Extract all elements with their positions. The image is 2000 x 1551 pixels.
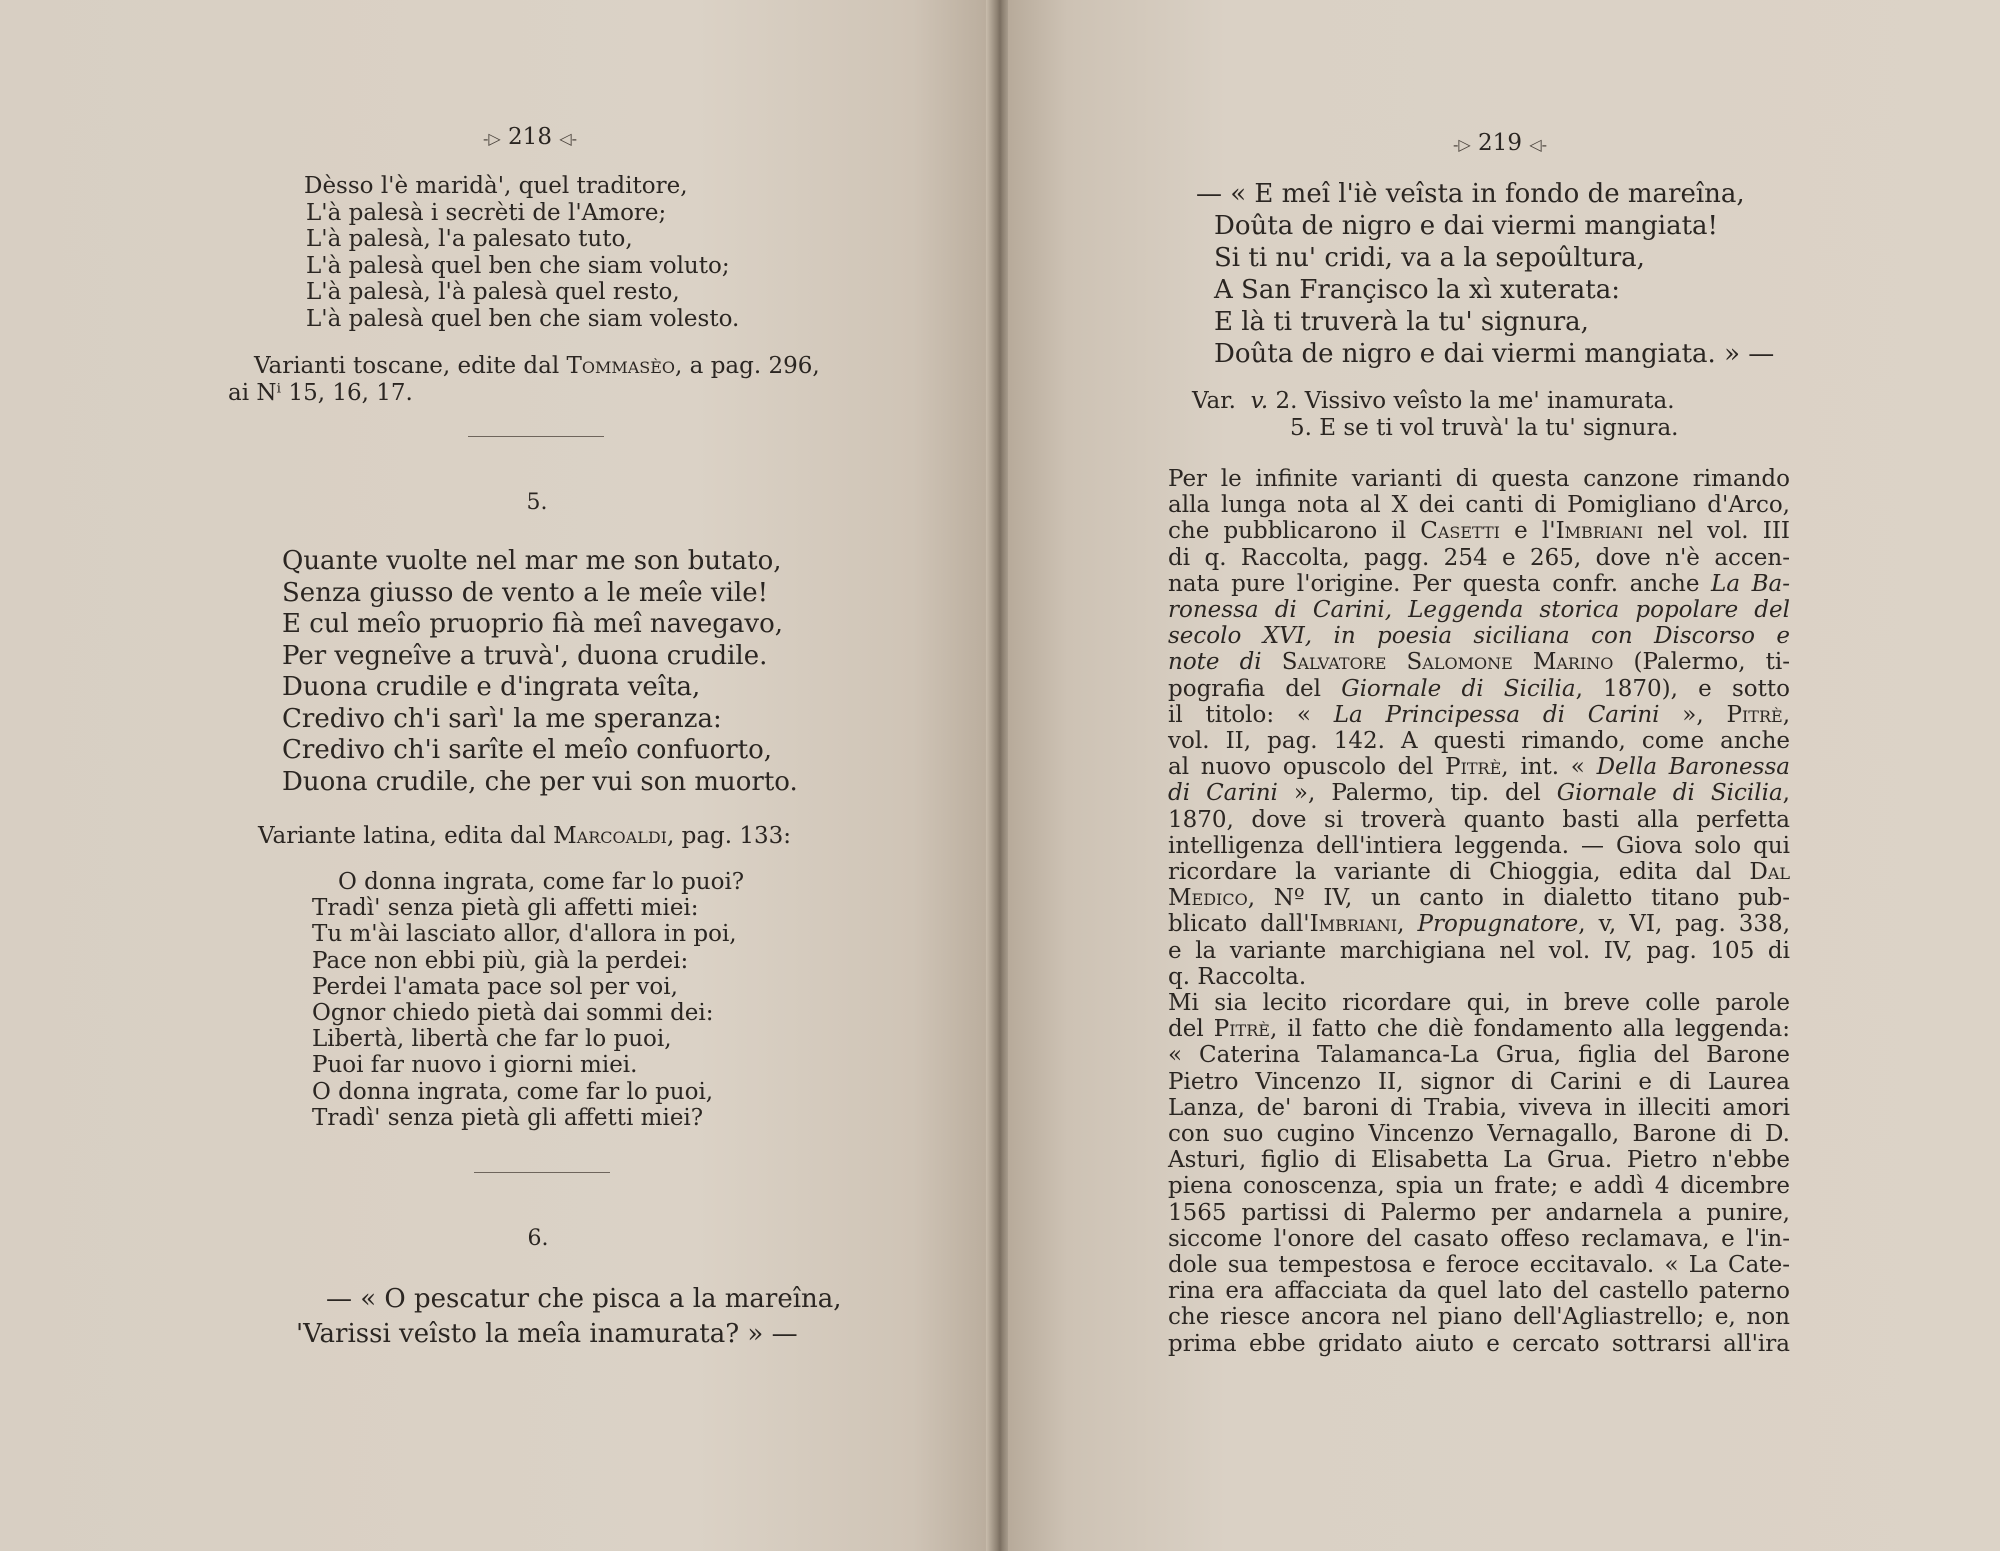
- commentary-line: [1168, 466, 1790, 492]
- variant-line-1: Var. v. 2. Vissivo veîsto la me' inamurata.: [1192, 388, 1675, 414]
- verse-line: Pace non ebbi più, già la perdei:: [312, 947, 689, 974]
- commentary-line: [1168, 597, 1790, 623]
- verse-line: L'à palesà i secrèti de l'Amore;: [306, 199, 667, 226]
- text-segment: 1870, dove si troverà quanto basti alla perfetta: [1168, 806, 1790, 833]
- verse-line: Credivo ch'i sarì' la me speranza:: [282, 703, 722, 734]
- left-page: [0, 0, 992, 1551]
- verse-line: E cul meîo pruoprio fià meî navegavo,: [282, 609, 783, 639]
- italic-title: La Ba-: [1711, 570, 1791, 597]
- text-segment: Per le infinite varianti di questa canzone rimando: [1168, 466, 1790, 492]
- text-segment: , il fatto che diè fondamento alla leggenda:: [1269, 1016, 1790, 1043]
- header-ornament-icon: -▷: [1453, 135, 1471, 154]
- commentary-line: [1168, 676, 1790, 702]
- commentary-line: [1168, 990, 1790, 1016]
- header-ornament-icon: ◁-: [559, 129, 577, 148]
- commentary-line: [1168, 1147, 1790, 1173]
- text-segment: il titolo: «: [1168, 701, 1334, 728]
- verse-line: 'Varissi veîsto la meîa inamurata? » —: [296, 1319, 798, 1349]
- author-name: Medico: [1168, 885, 1248, 912]
- italic-title: Propugnatore: [1417, 911, 1579, 938]
- commentary-line: [1168, 833, 1790, 859]
- commentary-line: [1168, 545, 1790, 571]
- text-segment: Mi sia lecito ricordare qui, in breve colle parole: [1168, 990, 1790, 1016]
- verse-line: L'à palesà, l'à palesà quel resto,: [306, 279, 680, 306]
- commentary-line: [1168, 1121, 1790, 1147]
- verse-line: — « O pescatur che pisca a la mareîna,: [326, 1284, 842, 1314]
- text-segment: « Caterina Talamanca-La Grua, figlia del Barone: [1168, 1042, 1790, 1069]
- commentary-line: [1168, 911, 1790, 937]
- text-segment: , int. «: [1501, 754, 1597, 781]
- text-segment: pografia del: [1168, 675, 1342, 702]
- section-divider: [468, 436, 604, 437]
- commentary-line: [1168, 1304, 1790, 1330]
- commentary-line: [1168, 1069, 1790, 1095]
- commentary-line: [1168, 518, 1790, 544]
- author-name: Pitrè: [1726, 701, 1783, 728]
- commentary-line: [1168, 1252, 1790, 1278]
- text-segment: nel vol. III: [1643, 518, 1791, 545]
- text-segment: di q. Raccolta, pagg. 254 e 265, dove n'è accen-: [1168, 544, 1790, 571]
- verse-line: L'à palesà, l'a palesato tuto,: [306, 226, 633, 253]
- author-name: Tommasèo: [566, 353, 676, 379]
- commentary-line: [1168, 1226, 1790, 1252]
- variante-latina-note: Variante latina, edita dal Marcoaldi, pag. 133:: [258, 823, 792, 849]
- commentary-line: [1168, 859, 1790, 885]
- page-number: 218: [508, 124, 552, 150]
- commentary-line: [1168, 1173, 1790, 1199]
- author-name: Salvatore Salomone Marino: [1281, 649, 1614, 676]
- author-name: Dal: [1749, 859, 1790, 885]
- author-name: Marcoaldi: [553, 823, 667, 849]
- commentary-line: [1168, 1016, 1790, 1042]
- page-header-right: [1410, 130, 1590, 156]
- text-segment: vol. II, pag. 142. A questi rimando, come anche: [1168, 728, 1790, 754]
- text-segment: del: [1168, 1016, 1214, 1043]
- verse-line: Puoi far nuovo i giorni miei.: [312, 1052, 638, 1079]
- verse-line: Ognor chiedo pietà dai sommi dei:: [312, 1000, 714, 1026]
- commentary-line: [1168, 728, 1790, 754]
- author-name: Pitrè: [1445, 754, 1502, 781]
- verse-line: — « E meî l'iè veîsta in fondo de mareîna,: [1196, 179, 1745, 209]
- verse-line: O donna ingrata, come far lo puoi?: [338, 869, 745, 895]
- text-segment: siccome l'onore del casato offeso reclamava, e l'in-: [1168, 1225, 1790, 1252]
- commentary-line: [1168, 807, 1790, 833]
- commentary-line: [1168, 649, 1790, 675]
- text-segment: , 1870), e sotto: [1575, 675, 1790, 702]
- italic-title: Giornale di Sicilia: [1341, 675, 1576, 702]
- text-segment: (Palermo, ti-: [1613, 649, 1790, 676]
- verse-line: A San Françisco la xì xuterata:: [1214, 275, 1620, 305]
- commentary-line: [1168, 1278, 1790, 1304]
- verse-line: Si ti nu' cridi, va a la sepoûltura,: [1214, 243, 1645, 273]
- verse-line: L'à palesà quel ben che siam volesto.: [306, 306, 740, 332]
- text-segment: Lanza, de' baroni di Trabia, viveva in illeciti amori: [1168, 1094, 1790, 1121]
- varianti-toscane-note: Varianti toscane, edite dal Tommasèo, a pag. 296,: [254, 353, 820, 379]
- author-name: Pitrè: [1213, 1016, 1270, 1043]
- text-segment: e la variante marchigiana nel vol. IV, pag. 105 di: [1168, 937, 1790, 964]
- verse-line: L'à palesà quel ben che siam voluto;: [306, 252, 730, 279]
- section-divider: [474, 1172, 610, 1173]
- text-segment: che pubblicarono il: [1168, 518, 1421, 545]
- commentary-line: [1168, 964, 1306, 990]
- text-segment: e l': [1500, 518, 1556, 545]
- text-segment: intelligenza dell'intiera leggenda. — Giova solo qui: [1168, 832, 1790, 859]
- text-segment: , v, VI, pag. 338,: [1578, 911, 1791, 938]
- italic-title: secolo XVI, in poesia siciliana con Discorso e: [1168, 623, 1790, 650]
- commentary-line: [1168, 885, 1790, 911]
- verse-line: O donna ingrata, come far lo puoi,: [312, 1078, 714, 1105]
- text-segment: dole sua tempestosa e feroce eccitavalo. « La Cate-: [1168, 1252, 1790, 1278]
- verse-line: E là ti truverà la tu' signura,: [1214, 307, 1589, 337]
- verse-line: Duona crudile, che per vui son muorto.: [282, 766, 798, 797]
- commentary-line: [1168, 492, 1790, 518]
- text-segment: con suo cugino Vincenzo Vernagallo, Barone di D.: [1168, 1121, 1790, 1147]
- author-name: Casetti: [1420, 518, 1500, 545]
- page-header-left: [440, 124, 620, 150]
- verse-line: Perdei l'amata pace sol per voi,: [312, 973, 678, 1000]
- text-segment: che riesce ancora nel piano dell'Agliastrello; e, non: [1168, 1304, 1790, 1331]
- variant-line-2: 5. E se ti vol truvà' la tu' signura.: [1290, 415, 1679, 441]
- italic-title: Della Baronessa: [1596, 754, 1790, 781]
- verse-line: Duona crudile e d'ingrata veîta,: [282, 672, 701, 702]
- commentary-line: [1168, 571, 1790, 597]
- italic-title: di Carini: [1168, 780, 1278, 807]
- varianti-toscane-note-line2: ai Nⁱ 15, 16, 17.: [228, 380, 413, 406]
- verse-line: Quante vuolte nel mar me son butato,: [282, 546, 782, 576]
- verse-line: Tradì' senza pietà gli affetti miei:: [312, 895, 699, 922]
- commentary-line: [1168, 1331, 1790, 1357]
- commentary-line: [1168, 702, 1790, 728]
- verse-line: Per vegneîve a truvà', duona crudile.: [282, 640, 768, 671]
- commentary-line: [1168, 1200, 1790, 1226]
- commentary-line: [1168, 754, 1790, 780]
- text-segment: Asturi, figlio di Elisabetta La Grua. Pietro n'ebbe: [1168, 1147, 1790, 1174]
- italic-title: La Principessa di Carini: [1333, 701, 1660, 728]
- text-segment: prima ebbe gridato aiuto e cercato sottrarsi all'ira: [1168, 1330, 1790, 1357]
- text-segment: »,: [1659, 701, 1727, 728]
- verse-line: Tu m'ài lasciato allor, d'allora in poi,: [312, 921, 737, 948]
- italic-title: note di: [1168, 649, 1282, 676]
- commentary-line: [1168, 623, 1790, 649]
- verse-line: Senza giusso de vento a le meîe vile!: [282, 577, 769, 608]
- verse-line: Doûta de nigro e dai viermi mangiata. » —: [1214, 339, 1775, 369]
- header-ornament-icon: ◁-: [1529, 135, 1547, 154]
- verse-line: Doûta de nigro e dai viermi mangiata!: [1214, 211, 1718, 241]
- verse-line: Credivo ch'i sarîte el meîo confuorto,: [282, 735, 773, 765]
- text-segment: », Palermo, tip. del: [1277, 780, 1557, 807]
- text-segment: blicato dall': [1168, 911, 1310, 938]
- commentary-line: [1168, 780, 1790, 806]
- text-segment: alla lunga nota al X dei canti di Pomigliano d'Arco,: [1168, 492, 1790, 519]
- text-segment: 1565 partissi di Palermo per andarnela a punire,: [1168, 1199, 1790, 1226]
- commentary-line: [1168, 1095, 1790, 1121]
- author-name: Imbriani: [1555, 518, 1644, 545]
- page-number: 219: [1478, 130, 1522, 156]
- italic-title: ronessa di Carini, Leggenda storica popolare del: [1168, 597, 1790, 623]
- text-segment: , Nº IV, un canto in dialetto titano pub-: [1247, 885, 1790, 912]
- text-segment: rina era affacciata da quel lato del castello paterno: [1168, 1278, 1790, 1305]
- commentary-line: [1168, 938, 1790, 964]
- text-segment: piena conoscenza, spia un frate; e addì 4 dicembre: [1168, 1173, 1790, 1200]
- verse-line: Tradì' senza pietà gli affetti miei?: [312, 1104, 704, 1131]
- text-segment: Pietro Vincenzo II, signor di Carini e di Laurea: [1168, 1068, 1790, 1095]
- text-segment: ricordare la variante di Chioggia, edita dal: [1168, 859, 1750, 885]
- text-segment: al nuovo opuscolo del: [1168, 754, 1446, 781]
- text-segment: ,: [1782, 780, 1790, 807]
- author-name: Imbriani: [1309, 911, 1398, 938]
- right-page: [1008, 0, 2000, 1551]
- section-number: 6.: [527, 1226, 549, 1251]
- text-segment: nata pure l'origine. Per questa confr. anche: [1168, 570, 1712, 597]
- italic-title: Giornale di Sicilia: [1556, 780, 1783, 807]
- verse-line: Libertà, libertà che far lo puoi,: [312, 1026, 672, 1053]
- text-segment: ,: [1397, 911, 1418, 938]
- section-number: 5.: [526, 490, 548, 515]
- commentary-line: [1168, 1042, 1790, 1068]
- text-segment: ,: [1782, 701, 1790, 728]
- text-segment: q. Raccolta.: [1168, 963, 1307, 990]
- verse-line: Dèsso l'è maridà', quel traditore,: [304, 173, 688, 199]
- header-ornament-icon: -▷: [483, 129, 501, 148]
